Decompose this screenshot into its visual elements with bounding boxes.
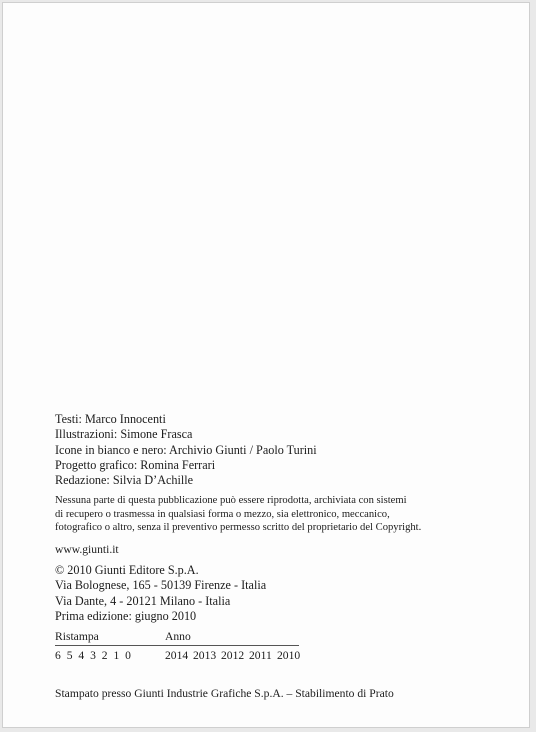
address-florence: Via Bolognese, 165 - 50139 Firenze - Italia — [55, 578, 267, 593]
first-edition: Prima edizione: giugno 2010 — [55, 608, 197, 623]
credit-texts: Testi: Marco Innocenti — [55, 412, 166, 426]
reprint-table — [55, 630, 299, 667]
printer-info: Stampato presso Giunti Industrie Grafiche S.p.A. – Stabilimento di Prato — [55, 687, 394, 700]
notice-line: di recupero o trasmessa in qualsiasi forma o mezzo, sia elettronico, meccanico, — [55, 508, 390, 520]
credit-illustrations: Illustrazioni: Simone Frasca — [55, 427, 193, 442]
credit-editing: Redazione: Silvia D’Achille — [55, 473, 194, 488]
year-cell: 2012 — [221, 649, 245, 662]
copyright-line: © 2010 Giunti Editore S.p.A. — [55, 563, 199, 577]
credit-design: Progetto grafico: Romina Ferrari — [55, 457, 216, 472]
copyright-notice — [55, 494, 435, 535]
credit-icons: Icone in bianco e nero: Archivio Giunti / Paolo Turini — [55, 442, 317, 457]
publisher-block — [55, 563, 266, 624]
address-milan: Via Dante, 4 - 20121 Milano - Italia — [55, 593, 231, 608]
reprint-header — [55, 630, 299, 646]
credits-block — [55, 412, 317, 488]
year-cell: 2014 — [165, 649, 189, 662]
notice-line: fotografico o altro, senza il preventivo permesso scritto del proprietario del Copyright. — [55, 522, 422, 534]
year-cell: 2011 — [249, 649, 272, 662]
reprint-row — [55, 649, 299, 667]
website-link[interactable]: www.giunti.it — [55, 543, 119, 556]
year-cell: 2010 — [277, 649, 301, 662]
year-label: Anno — [165, 630, 191, 643]
year-cell: 2013 — [193, 649, 217, 662]
colophon-page — [2, 2, 530, 728]
reprint-numbers: 6 5 4 3 2 1 0 — [55, 649, 133, 662]
reprint-label: Ristampa — [55, 630, 99, 643]
notice-line: Nessuna parte di questa pubblicazione può essere riprodotta, archiviata con sistemi — [55, 495, 407, 506]
